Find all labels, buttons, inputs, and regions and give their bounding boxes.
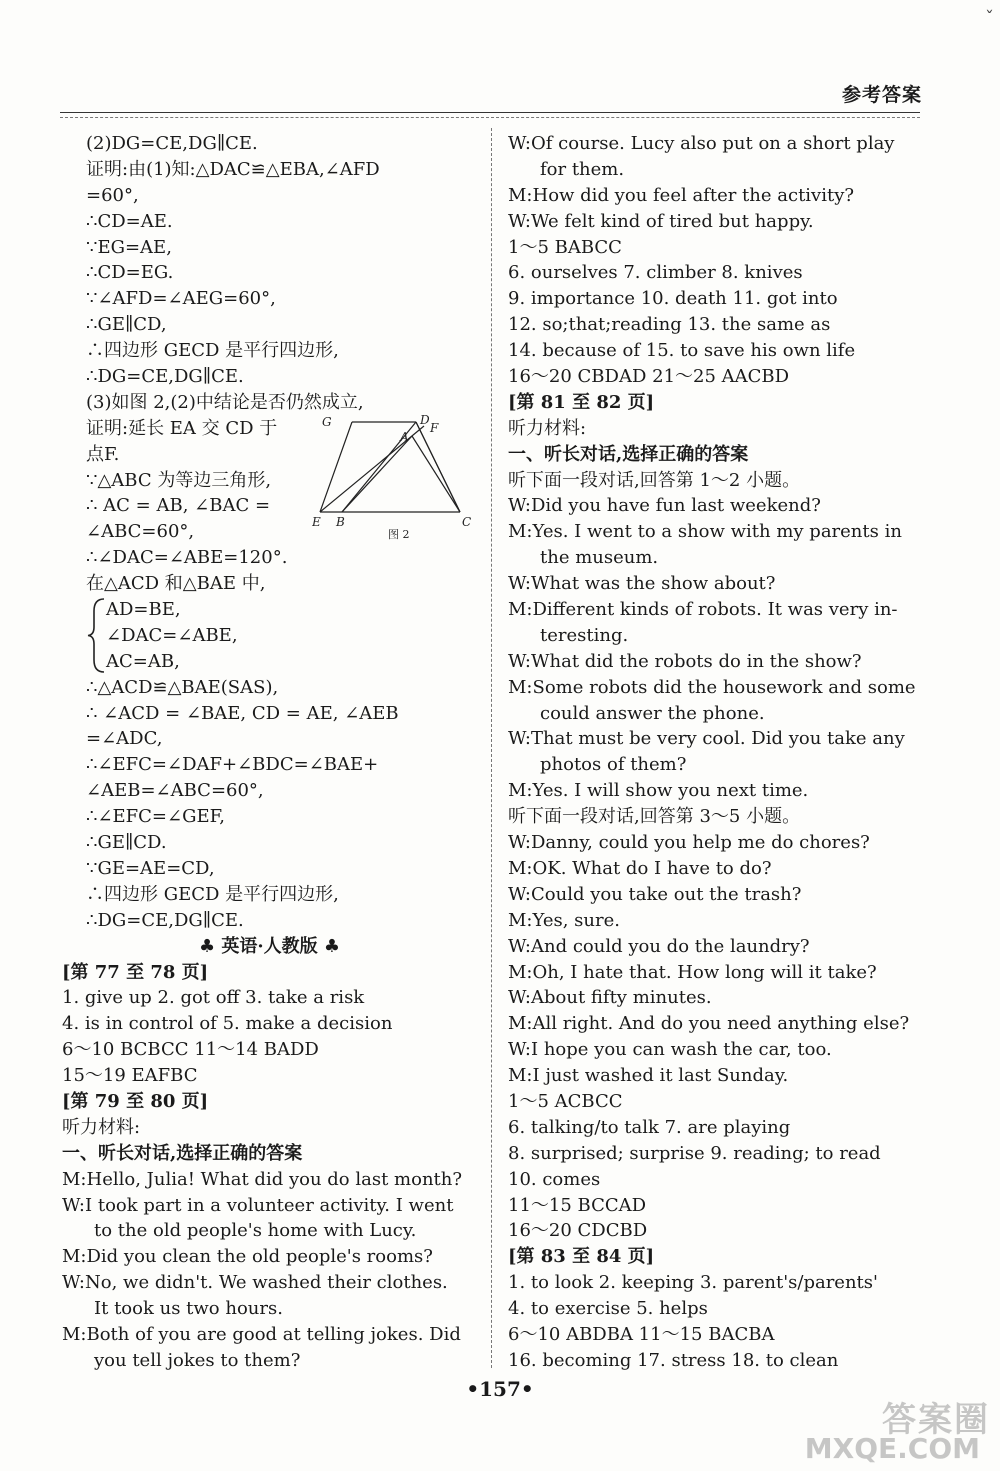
text-line: W:I took part in a volunteer activity. I went [62, 1194, 454, 1216]
text-line: 16～20 CDCBD [508, 1220, 648, 1242]
text-line: M:OK. What do I have to do? [508, 857, 772, 879]
text-line: (3)如图 2,(2)中结论是否仍然成立, [86, 391, 364, 413]
text-line: teresting. [540, 624, 629, 646]
label-E: E [312, 515, 321, 529]
page-range-heading: [第 77 至 78 页] [62, 961, 209, 983]
text-line: 6. talking/to talk 7. are playing [508, 1116, 791, 1138]
text-line: M:Hello, Julia! What did you do last month? [62, 1168, 463, 1190]
text-line: AD=BE, [106, 599, 181, 621]
watermark-url: MXQE.COM [804, 1432, 980, 1465]
text-line: ∠ABC=60°, [86, 521, 195, 543]
text-line: 6～10 ABDBA 11～15 BACBA [508, 1323, 775, 1345]
page-number: •157• [466, 1377, 534, 1401]
left-column [62, 131, 477, 1374]
corner-mark: ˇ [985, 8, 994, 29]
header-rule [60, 112, 920, 113]
text-line: 4. is in control of 5. make a decision [62, 1013, 393, 1035]
text-line: 在△ACD 和△BAE 中, [86, 573, 266, 595]
text-line: M:Yes. I will show you next time. [508, 780, 809, 802]
brace-icon [86, 597, 108, 674]
label-F: F [430, 421, 439, 435]
text-line: W:About fifty minutes. [508, 987, 712, 1009]
text-line: ∴DG=CE,DG∥CE. [86, 366, 244, 388]
text-line: (2)DG=CE,DG∥CE. [86, 133, 258, 154]
text-line: 证明:延长 EA 交 CD 于 [86, 417, 278, 439]
text-line: for them. [540, 158, 625, 180]
text-line: photos of them? [540, 754, 687, 776]
text-line: 4. to exercise 5. helps [508, 1298, 708, 1320]
label-B: B [336, 515, 345, 529]
text-line: ∵∠AFD=∠AEG=60°, [86, 288, 276, 310]
text-line: ∴ ∠ACD = ∠BAE, CD = AE, ∠AEB [86, 702, 399, 724]
text-line: M:How did you feel after the activity? [508, 184, 855, 206]
running-header: 参考答案 [841, 84, 922, 106]
text-line: to the old people's home with Lucy. [94, 1220, 417, 1242]
section-title: ♣ 英语·人教版 ♣ [198, 935, 341, 957]
text-line: ∴GE∥CD, [86, 314, 167, 336]
text-line: you tell jokes to them? [94, 1349, 301, 1371]
text-line: ∴CD=AE. [86, 210, 173, 232]
label-G: G [322, 415, 332, 429]
header-rule-dashed [60, 117, 920, 118]
text-line: =∠ADC, [86, 728, 163, 750]
text-line: 听下面一段对话,回答第 3～5 小题。 [508, 806, 801, 828]
text-line: 1～5 BABCC [508, 236, 622, 258]
text-line: M:Different kinds of robots. It was very in- [508, 599, 898, 621]
text-line: M:All right. And do you need anything else? [508, 1013, 910, 1035]
text-line: W:Danny, could you help me do chores? [508, 832, 870, 854]
text-line: AC=AB, [106, 650, 180, 672]
subsection-heading: 一、听长对话,选择正确的答案 [62, 1142, 303, 1164]
text-line: 16～20 CBDAD 21～25 AACBD [508, 366, 790, 388]
text-line: ∴∠EFC=∠DAF+∠BDC=∠BAE+ [86, 754, 379, 776]
text-line: ∴四边形 GECD 是平行四边形, [86, 883, 339, 905]
label-D: D [420, 414, 430, 427]
label-A: A [400, 430, 409, 444]
text-line: 听力材料: [62, 1116, 141, 1138]
column-divider [491, 128, 492, 1368]
text-line: 14. because of 15. to save his own life [508, 340, 856, 362]
text-line: 1. to look 2. keeping 3. parent's/parents' [508, 1272, 878, 1294]
text-line: 证明:由(1)知:△DAC≌△EBA,∠AFD [86, 158, 380, 180]
text-line: ∴CD=EG. [86, 262, 174, 284]
text-line: M:Yes, sure. [508, 909, 620, 931]
text-line: 12. so;that;reading 13. the same as [508, 314, 831, 336]
text-line: M:Some robots did the housework and some [508, 676, 916, 698]
text-line: =60°, [86, 184, 139, 206]
text-line: ∴∠DAC=∠ABE=120°. [86, 547, 288, 569]
text-line: 9. importance 10. death 11. got into [508, 288, 838, 310]
text-line: W:No, we didn't. We washed their clothes. [62, 1272, 448, 1294]
text-line: ∠AEB=∠ABC=60°, [86, 780, 264, 802]
text-line: could answer the phone. [540, 702, 765, 724]
text-line: W:That must be very cool. Did you take any [508, 728, 905, 750]
text-line: W:And could you do the laundry? [508, 935, 810, 957]
text-line: W:Of course. Lucy also put on a short play [508, 133, 895, 154]
text-line: W:What was the show about? [508, 573, 776, 595]
text-line: M:Both of you are good at telling jokes. Did [62, 1323, 461, 1345]
text-line: 11～15 BCCAD [508, 1194, 647, 1216]
text-line: ∴ AC = AB, ∠BAC = [86, 495, 271, 517]
text-line: It took us two hours. [94, 1298, 283, 1320]
text-line: M:Oh, I hate that. How long will it take? [508, 961, 877, 983]
text-line: W:Could you take out the trash? [508, 883, 802, 905]
text-line: M:I just washed it last Sunday. [508, 1065, 789, 1087]
text-line: ∴四边形 GECD 是平行四边形, [86, 340, 339, 362]
text-line: ∴DG=CE,DG∥CE. [86, 909, 244, 931]
text-line: 15～19 EAFBC [62, 1065, 198, 1087]
right-column [508, 131, 928, 1374]
figure-caption: 图 2 [388, 528, 410, 541]
page-range-heading: [第 79 至 80 页] [62, 1090, 209, 1112]
text-line: the museum. [540, 547, 659, 569]
brace-system [62, 597, 477, 675]
text-line: M:Did you clean the old people's rooms? [62, 1246, 433, 1268]
text-line: ∵EG=AE, [86, 236, 172, 258]
text-line: 10. comes [508, 1168, 601, 1190]
text-line: ∴∠EFC=∠GEF, [86, 806, 226, 828]
text-line: 1～5 ACBCC [508, 1090, 623, 1112]
text-line: ∵GE=AE=CD, [86, 857, 215, 879]
text-line: 8. surprised; surprise 9. reading; to read [508, 1142, 881, 1164]
text-line: W:We felt kind of tired but happy. [508, 210, 814, 232]
text-line: 听力材料: [508, 417, 587, 439]
text-line: ∴GE∥CD. [86, 832, 167, 854]
page-range-heading: [第 83 至 84 页] [508, 1246, 655, 1268]
watermark-logo: 答案圈 [882, 1400, 990, 1440]
text-line: 6～10 BCBCC 11～14 BADD [62, 1039, 319, 1061]
text-line: 点F. [86, 443, 120, 465]
text-line: W:What did the robots do in the show? [508, 650, 862, 672]
subsection-heading: 一、听长对话,选择正确的答案 [508, 443, 749, 465]
text-line: ∠DAC=∠ABE, [106, 624, 238, 646]
text-line: 听下面一段对话,回答第 1～2 小题。 [508, 469, 801, 491]
text-line: 16. becoming 17. stress 18. to clean [508, 1349, 839, 1371]
text-line: 6. ourselves 7. climber 8. knives [508, 262, 803, 284]
text-line: ∵△ABC 为等边三角形, [86, 469, 272, 491]
geometry-figure [312, 414, 482, 544]
page-range-heading: [第 81 至 82 页] [508, 391, 655, 413]
text-line: 1. give up 2. got off 3. take a risk [62, 987, 365, 1009]
text-line: W:I hope you can wash the car, too. [508, 1039, 832, 1061]
text-line: M:Yes. I went to a show with my parents in [508, 521, 902, 543]
text-line: W:Did you have fun last weekend? [508, 495, 821, 517]
text-line: ∴△ACD≌△BAE(SAS), [86, 676, 279, 698]
label-C: C [462, 515, 472, 529]
